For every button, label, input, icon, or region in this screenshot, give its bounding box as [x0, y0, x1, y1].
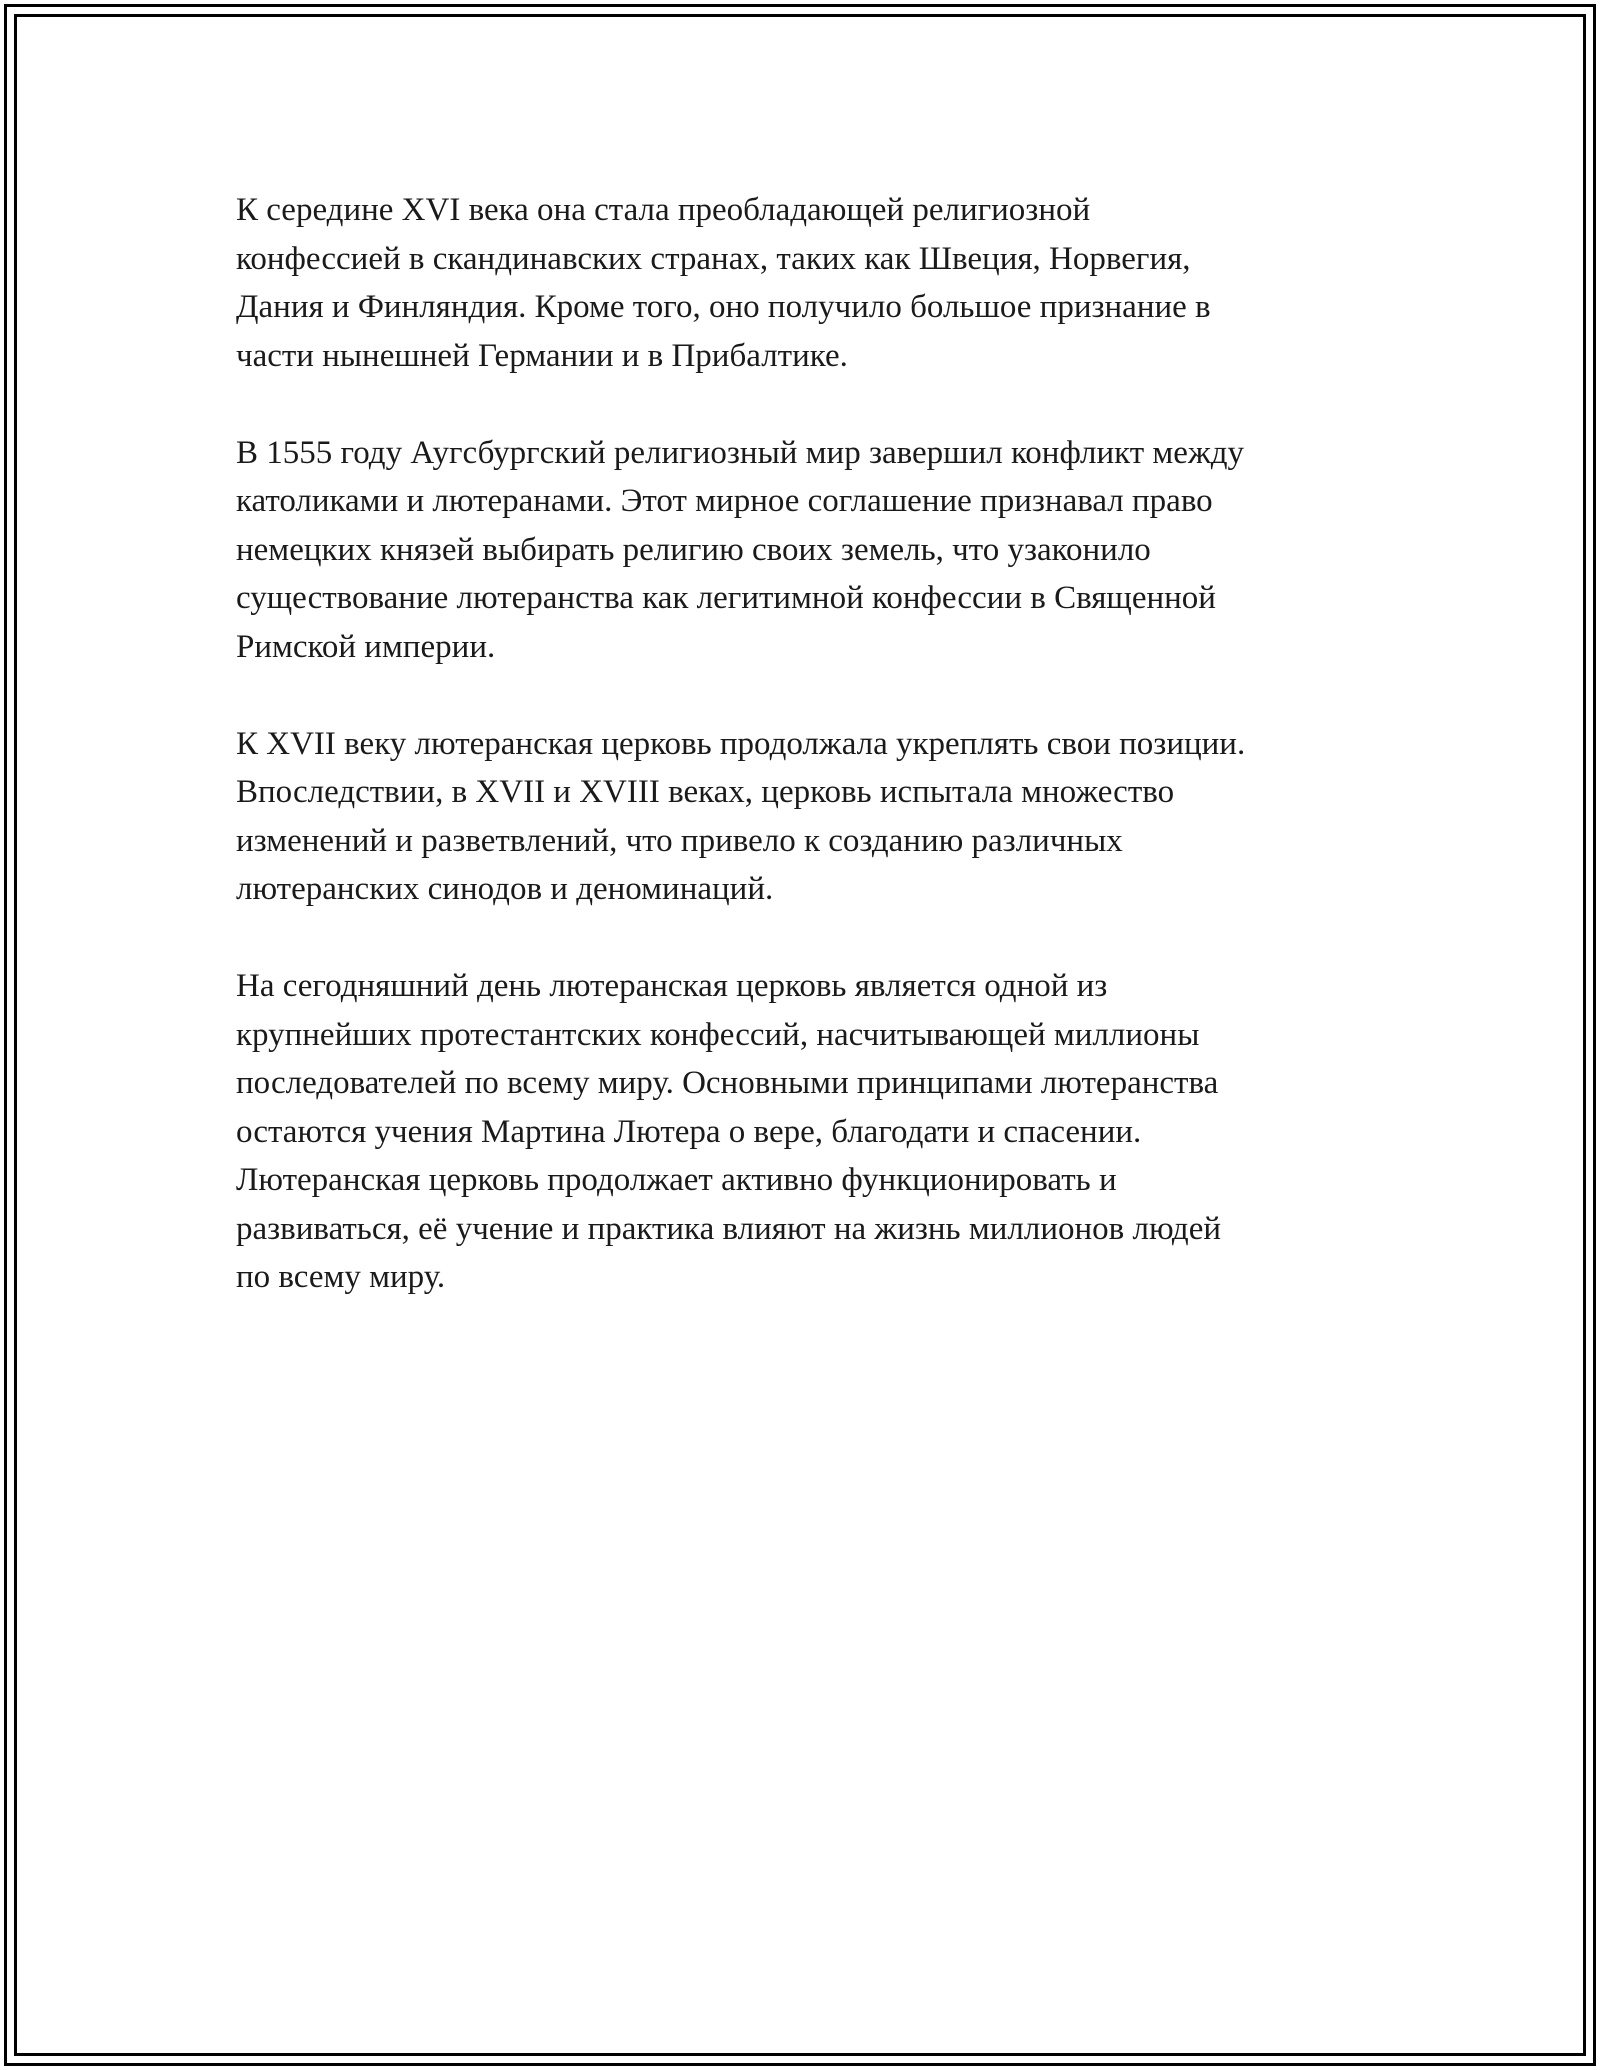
- paragraph-3: К XVII веку лютеранская церковь продолжала укреплять свои позиции. Впоследствии, в XVII и XVIII веках, церковь испытала множество изменений и разветвлений, что привело к созданию различных лютеранских синодов и деноминаций.: [236, 725, 1246, 907]
- paragraph-2: В 1555 году Аугсбургский религиозный мир завершил конфликт между католиками и лютеранами. Этот мирное соглашение признавал право немецких князей выбирать религию своих земель, что узаконило существование лютеранства как легитимной конфессии в Священной Римской империи.: [236, 434, 1245, 665]
- document-body: [236, 186, 1376, 1350]
- paragraph-1: К середине XVI века она стала преобладающей религиозной конфессией в скандинавских странах, таких как Швеция, Норвегия, Дания и Финляндия. Кроме того, оно получило большое признание в части нынешней Германии и в Прибалтике.: [236, 192, 1211, 374]
- paragraph-4: На сегодняшний день лютеранская церковь является одной из крупнейших протестантских конфессий, насчитывающей миллионы последователей по всему миру. Основными принципами лютеранства остаются учения Мартина Лютера о вере, благодати и спасении. Лютеранская церковь продолжает активно функционировать и развиваться, её учение и практика влияют на жизнь миллионов людей по всему миру.: [236, 968, 1222, 1295]
